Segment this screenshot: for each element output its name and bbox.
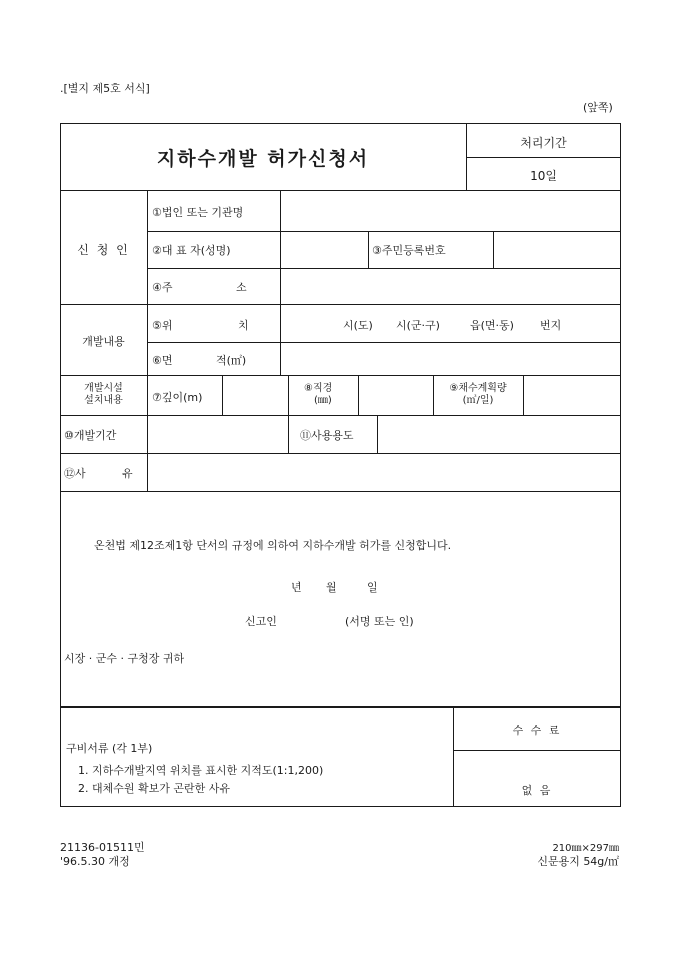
doc-code: 21136-01511민 (60, 841, 145, 854)
address-label-2: 소 (236, 281, 247, 294)
date-day: 일 (367, 581, 378, 594)
address-field[interactable] (282, 270, 619, 302)
dev-period-label: ⑩개발기간 (64, 429, 117, 442)
divider (60, 453, 621, 454)
planned-pumping-field[interactable] (525, 377, 619, 413)
depth-label: ⑦깊이(m) (152, 391, 203, 404)
divider (523, 375, 524, 415)
representative-field[interactable] (282, 233, 366, 266)
divider (60, 415, 621, 416)
date-month: 월 (326, 581, 337, 594)
attachments-title: 구비서류 (각 1부) (66, 742, 153, 755)
divider (288, 375, 289, 453)
development-section-label: 개발내용 (82, 335, 125, 348)
divider (466, 157, 621, 158)
org-name-field[interactable] (282, 192, 619, 229)
applicant-sign-label: 신고인 (245, 615, 277, 628)
divider (368, 231, 369, 268)
divider (147, 342, 621, 343)
diameter-label (304, 383, 332, 407)
depth-field[interactable] (224, 377, 286, 413)
resident-number-label: ③주민등록번호 (372, 244, 446, 257)
planned-pumping-label-line2: (㎥/일) (462, 395, 494, 406)
attachment-item: 2. 대체수원 확보가 곤란한 사유 (78, 782, 230, 795)
recipient: 시장 · 군수 · 구청장 귀하 (64, 652, 185, 665)
divider (60, 190, 621, 191)
facility-section-label (60, 383, 147, 407)
reason-field[interactable] (149, 455, 619, 489)
processing-period-value: 10일 (530, 169, 557, 183)
location-label: ⑤위 (152, 319, 173, 332)
divider (147, 268, 621, 269)
diameter-field[interactable] (360, 377, 431, 413)
diameter-label-line1: ⑧직경 (304, 383, 333, 394)
divider (60, 304, 621, 305)
area-label: ⑥면 (152, 354, 173, 367)
location-district: 시(군·구) (396, 319, 440, 332)
paper-type: 신문용지 54g/㎡ (537, 855, 619, 868)
divider (358, 375, 359, 415)
location-lot: 번지 (540, 319, 562, 332)
diameter-label-line2: (㎜) (314, 395, 332, 406)
divider (377, 415, 378, 453)
form-title: 지하수개발 허가신청서 (156, 148, 370, 170)
facility-section-label-line1: 개발시설 (84, 383, 123, 394)
usage-label: ⑪사용용도 (300, 429, 354, 442)
applicant-section-label: 신 청 인 (77, 243, 130, 257)
revision-date: '96.5.30 개정 (60, 855, 130, 868)
usage-field[interactable] (379, 417, 619, 451)
planned-pumping-label (433, 383, 523, 407)
date-year: 년 (291, 581, 302, 594)
location-city: 시(도) (343, 319, 373, 332)
location-town: 읍(면·동) (470, 319, 514, 332)
declaration-statement: 온천법 제12조제1항 단서의 규정에 의하여 지하수개발 허가를 신청합니다. (94, 539, 452, 552)
processing-period-label: 처리기간 (520, 136, 567, 150)
facility-section-label-line2: 설치내용 (84, 395, 123, 406)
divider (147, 190, 148, 491)
reason-label-2: 유 (122, 467, 133, 480)
form-number: .[별지 제5호 서식] (60, 82, 150, 95)
reason-label: ⑫사 (64, 467, 86, 480)
divider (222, 375, 223, 415)
attachment-item: 1. 지하수개발지역 위치를 표시한 지적도(1:1,200) (78, 764, 324, 777)
signature-label: (서명 또는 인) (345, 615, 414, 628)
divider (147, 231, 621, 232)
fee-label: 수 수 료 (512, 724, 562, 737)
divider (280, 190, 281, 375)
fee-value: 없 음 (521, 784, 553, 797)
area-label-2: 적(㎡) (216, 354, 247, 367)
address-label: ④주 (152, 281, 173, 294)
resident-number-field[interactable] (495, 233, 619, 266)
divider (60, 375, 621, 376)
area-field[interactable] (282, 344, 619, 373)
org-name-label: ①법인 또는 기관명 (152, 206, 244, 219)
representative-label: ②대 표 자(성명) (152, 244, 231, 257)
paper-size: 210㎜×297㎜ (552, 843, 619, 854)
planned-pumping-label-line1: ⑨채수계획량 (449, 383, 507, 394)
divider (453, 750, 621, 751)
divider (60, 491, 621, 492)
divider (493, 231, 494, 268)
page-side: (앞쪽) (583, 101, 613, 114)
location-label-2: 치 (238, 319, 249, 332)
dev-period-field[interactable] (149, 417, 286, 451)
